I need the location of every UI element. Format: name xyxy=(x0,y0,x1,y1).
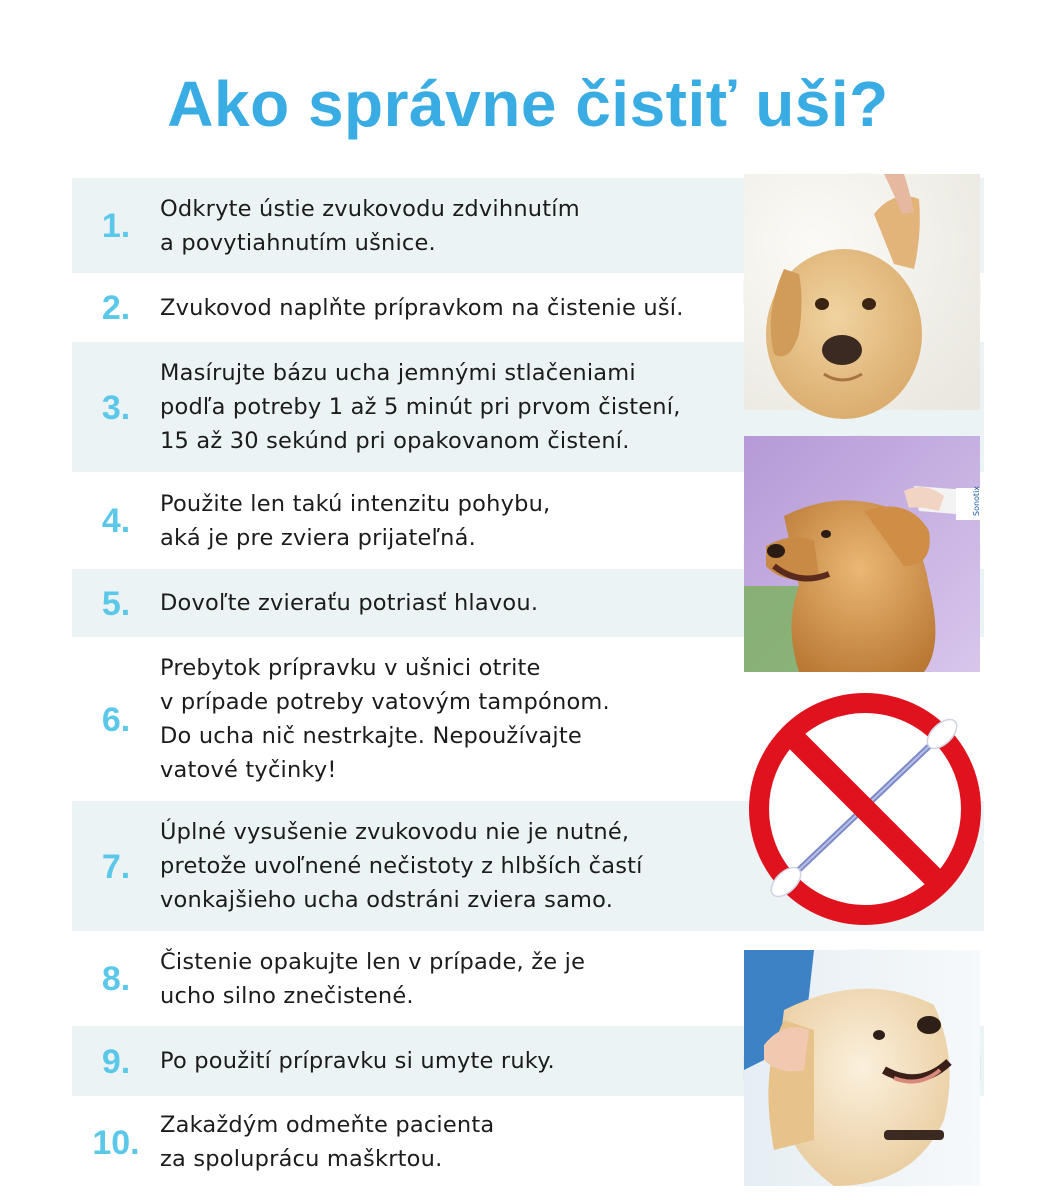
page-title: Ako správne čistiť uši? xyxy=(167,68,889,140)
step-number: 4. xyxy=(101,502,131,540)
step-number: 6. xyxy=(101,700,131,739)
step-number: 9. xyxy=(101,1042,131,1081)
step-number: 5. xyxy=(101,584,131,623)
step-text: Masírujte bázu ucha jemnými stlačeniami podľa potreby 1 až 5 minút pri prvom čistení, 15 až 30 sekúnd pri opakovanom čistení. xyxy=(160,360,681,454)
step-text: Úplné vysušenie zvukovodu nie je nutné, pretože uvoľnené nečistoty z hlbších častí vonkajšieho ucha odstráni zviera samo. xyxy=(160,819,643,913)
dog-ear-lifted-photo xyxy=(744,174,980,410)
step-text: Dovoľte zvieraťu potriasť hlavou. xyxy=(160,590,539,616)
step-number: 7. xyxy=(101,847,131,886)
dog-ear-massage-photo xyxy=(744,950,980,1186)
step-number: 10. xyxy=(92,1123,140,1162)
step-number: 8. xyxy=(101,960,131,998)
no-cotton-swab-icon xyxy=(742,686,988,932)
dog-ear-cleaning-photo xyxy=(744,436,980,672)
step-number: 2. xyxy=(101,289,131,327)
step-text: Použite len takú intenzitu pohybu, aká je pre zviera prijateľná. xyxy=(160,490,551,551)
step-number: 1. xyxy=(101,207,131,245)
step-text: Po použití prípravku si umyte ruky. xyxy=(160,1048,555,1074)
step-text: Zakaždým odmeňte pacienta za spoluprácu maškrtou. xyxy=(160,1112,495,1172)
step-number: 3. xyxy=(101,388,131,427)
step-text: Zvukovod naplňte prípravkom na čistenie uší. xyxy=(160,294,684,321)
bottle-label: Sonotix xyxy=(972,485,981,516)
step-text: Odkryte ústie zvukovodu zdvihnutím a povytiahnutím ušnice. xyxy=(160,195,580,256)
step-text: Prebytok prípravku v ušnici otrite v prípade potreby vatovým tampónom. Do ucha nič nestrkajte. Nepoužívajte vatové tyčinky! xyxy=(160,655,610,783)
step-text: Čistenie opakujte len v prípade, že je ucho silno znečistené. xyxy=(160,948,586,1009)
